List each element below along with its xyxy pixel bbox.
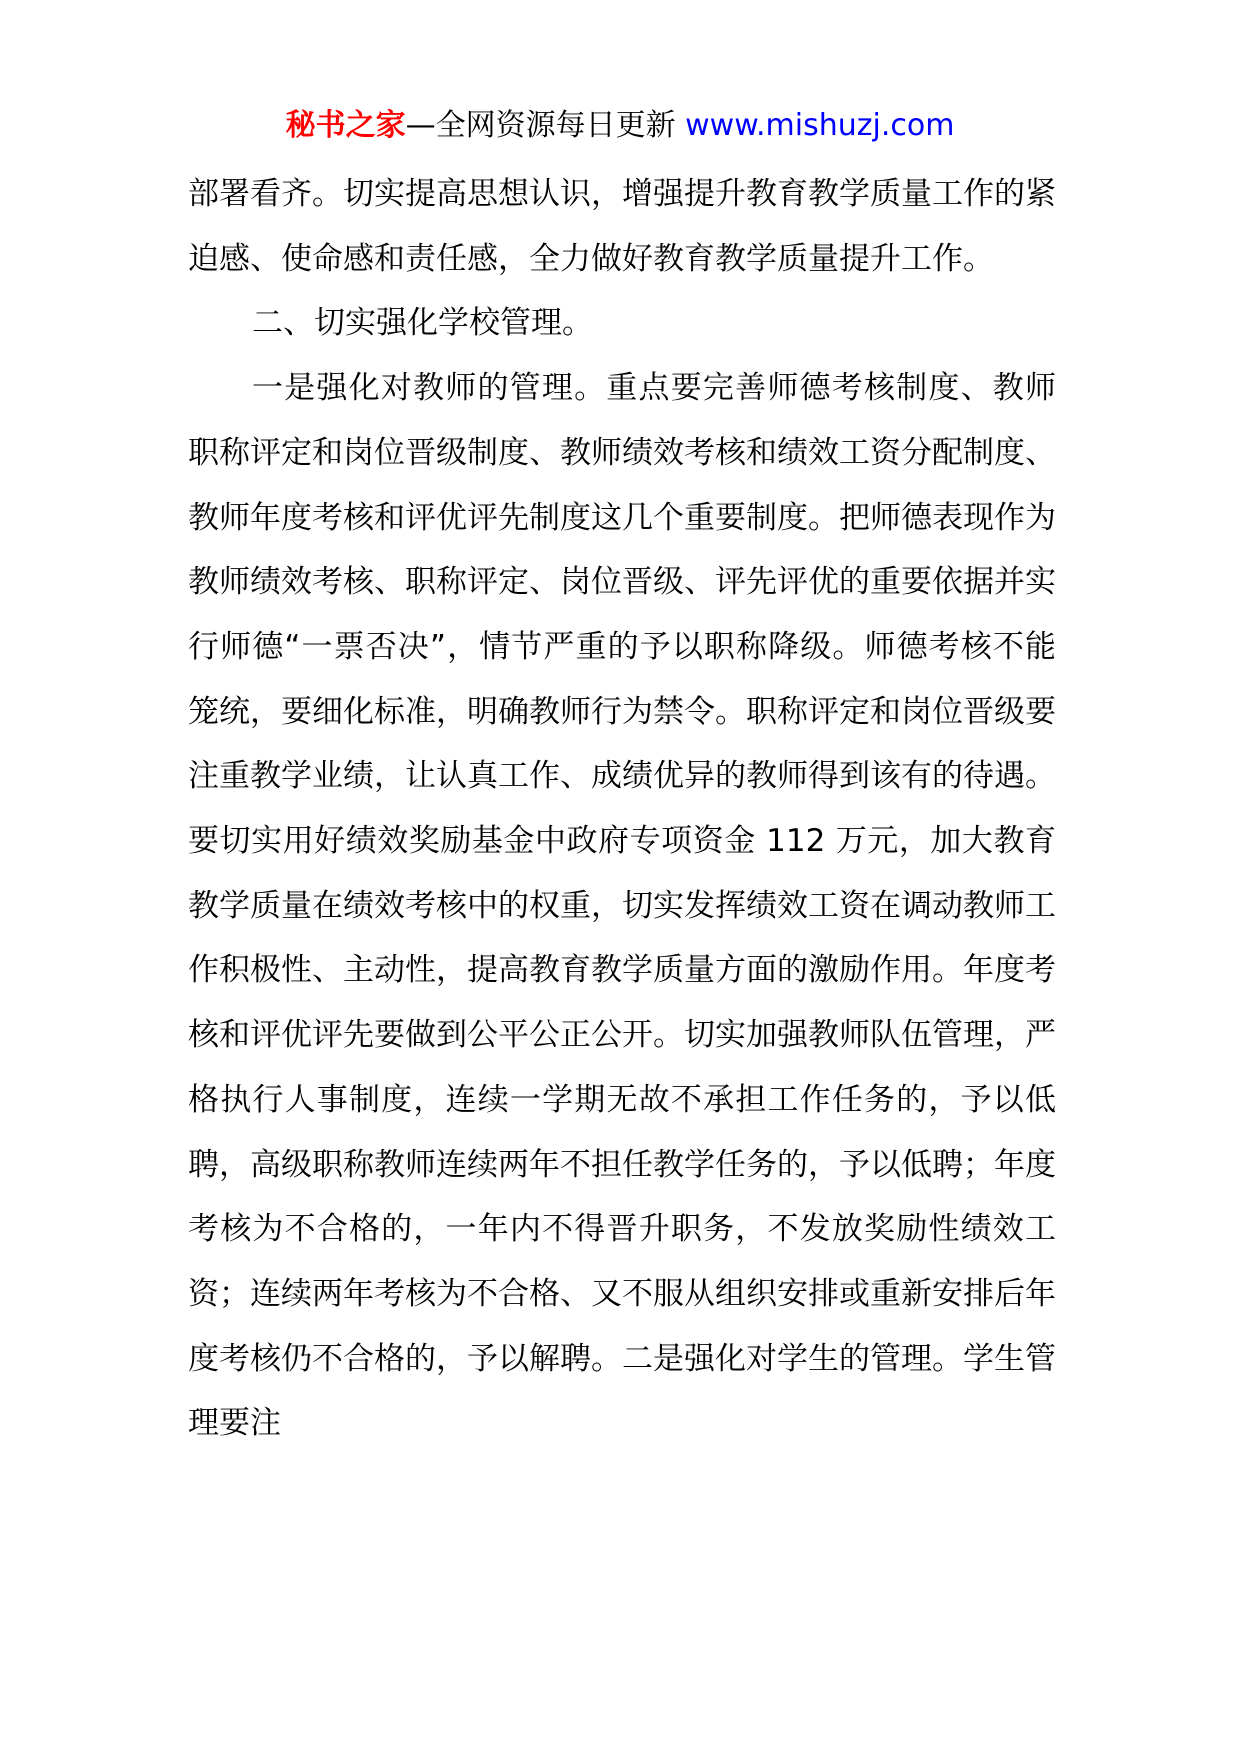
page-header xyxy=(0,98,1240,154)
document-body xyxy=(188,162,1056,1456)
section-heading: 二、切实强化学校管理。 xyxy=(252,305,593,342)
paragraph-teacher-management: 一是强化对教师的管理。重点要完善师德考核制度、教师职称评定和岗位晋级制度、教师绩效考核和绩效工资分配制度、教师年度考核和评优评先制度这几个重要制度。把师德表现作为教师绩效考核、职称评定、岗位晋级、评先评优的重要依据并实行师德“一票否决”，情节严重的予以职称降级。师德考核不能笼统，要细化标准，明确教师行为禁令。职称评定和岗位晋级要注重教学业绩，让认真工作、成绩优异的教师得到该有的待遇。要切实用好绩效奖励基金中政府专项资金 112 万元，加大教育教学质量在绩效考核中的权重，切实发挥绩效工资在调动教师工作积极性、主动性，提高教育教学质量方面的激励作用。年度考核和评优评先要做到公平公正公开。切实加强教师队伍管理，严格执行人事制度，连续一学期无故不承担工作任务的，予以低聘，高级职称教师连续两年不担任教学任务的，予以低聘；年度考核为不合格的，一年内不得晋升职务，不发放奖励性绩效工资；连续两年考核为不合格、又不服从组织安排或重新安排后年度考核仍不合格的，予以解聘。二是强化对学生的管理。学生管理要注 xyxy=(188,370,1056,1442)
paragraph-continuation: 部署看齐。切实提高思想认识，增强提升教育教学质量工作的紧迫感、使命感和责任感，全力做好教育教学质量提升工作。 xyxy=(188,176,1056,277)
site-brand: 秘书之家 xyxy=(285,108,406,143)
site-tagline: —全网资源每日更新 xyxy=(405,108,676,143)
site-url-link[interactable]: www.mishuzj.com xyxy=(685,108,955,143)
